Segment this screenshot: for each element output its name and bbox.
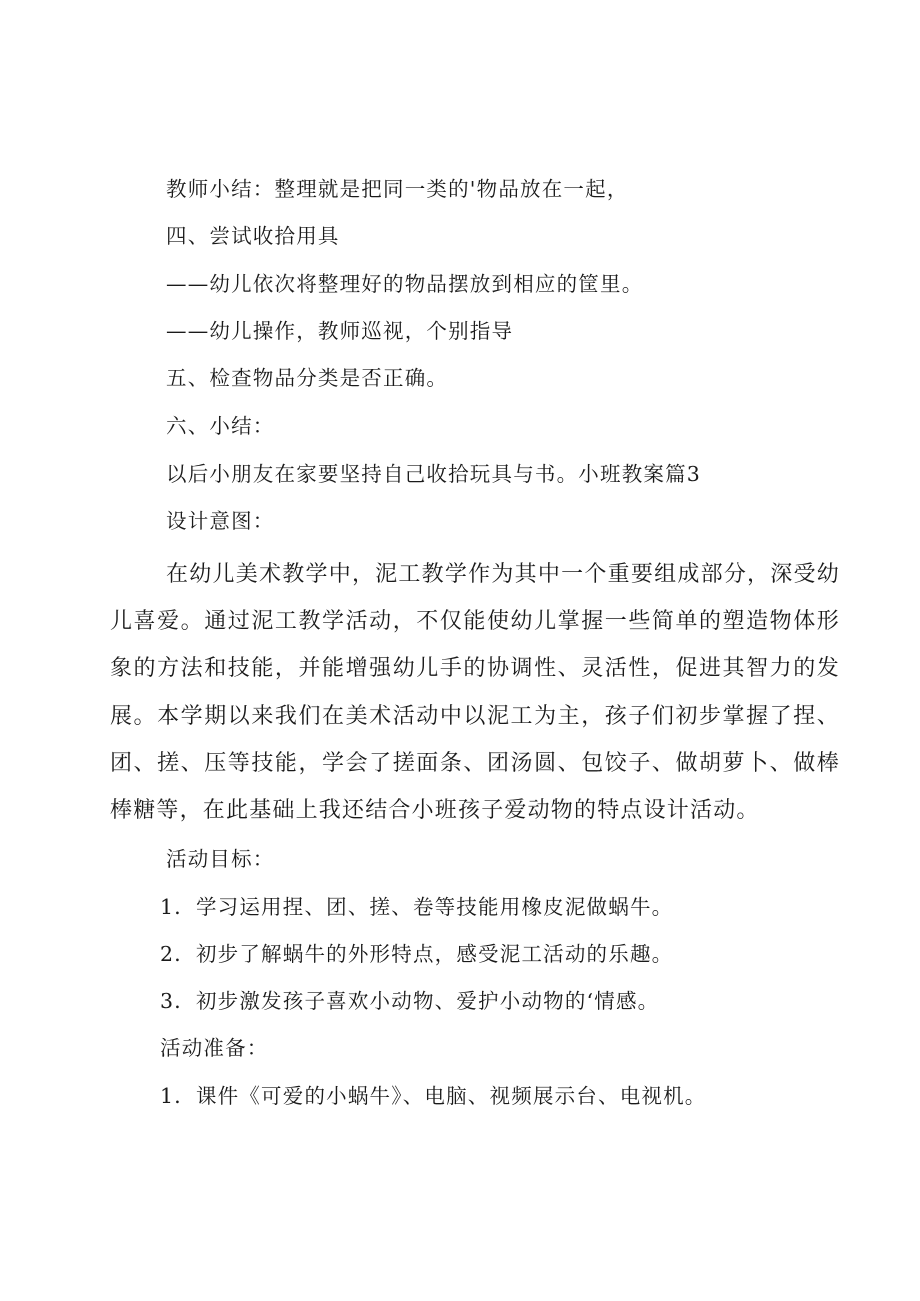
goal-item-3: 3．初步激发孩子喜欢小动物、爱护小动物的‘情感。 (160, 989, 660, 1013)
design-intent-paragraph: 在幼儿美术教学中，泥工教学作为其中一个重要组成部分，深受幼儿喜爱。通过泥工教学活动，不仅能使幼儿掌握一些简单的塑造物体形象的方法和技能，并能增强幼儿手的协调性、灵活性，促进其智力的发展。本学期以来我们在美术活动中以泥工为主，孩子们初步掌握了捏、团、搓、压等技能，学会了搓面条、团汤圆、包饺子、做胡萝卜、做棒棒糖等，在此基础上我还结合小班孩子爱动物的特点设计活动。 (110, 562, 840, 824)
design-intent-heading: 设计意图： (166, 509, 275, 533)
step-four-item-b: ——幼儿操作，教师巡视，个别指导 (166, 319, 514, 343)
goal-item-1: 1．学习运用捏、团、搓、卷等技能用橡皮泥做蜗牛。 (160, 895, 674, 919)
goal-item-2: 2．初步了解蜗牛的外形特点，感受泥工活动的乐趣。 (160, 942, 674, 966)
activity-goals-heading: 活动目标： (166, 847, 275, 871)
step-five-heading: 五、检查物品分类是否正确。 (166, 366, 449, 390)
teacher-summary-line: 教师小结：整理就是把同一类的'物品放在一起， (166, 177, 629, 201)
prep-item-1: 1．课件《可爱的小蜗牛》、电脑、视频展示台、电视机。 (160, 1084, 707, 1108)
step-four-item-a: ——幼儿依次将整理好的物品摆放到相应的筐里。 (166, 272, 644, 296)
step-six-heading: 六、小结： (166, 414, 275, 438)
closing-line: 以后小朋友在家要坚持自己收拾玩具与书。小班教案篇3 (166, 462, 702, 486)
step-four-heading: 四、尝试收拾用具 (166, 224, 340, 248)
activity-prep-heading: 活动准备： (160, 1036, 269, 1060)
